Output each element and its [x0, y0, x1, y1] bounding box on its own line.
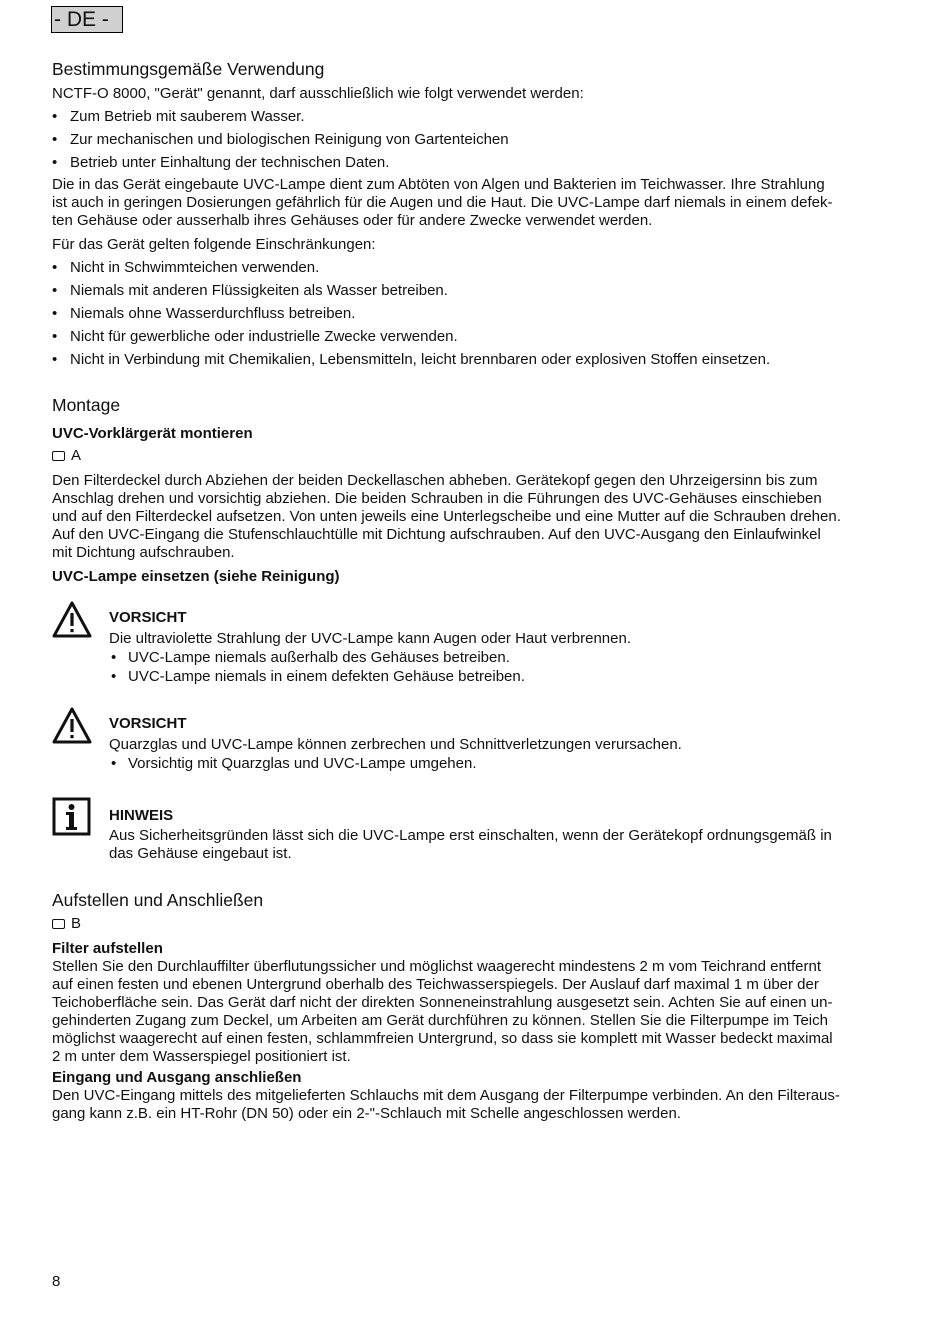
warning-triangle-icon — [52, 600, 92, 640]
section-heading-intended-use: Bestimmungsgemäße Verwendung — [52, 59, 325, 79]
figure-box-icon — [52, 451, 65, 461]
list-item: • Betrieb unter Einhaltung der technischen Daten. — [52, 154, 888, 172]
caution-list — [109, 648, 888, 686]
caution-text: Die ultraviolette Strahlung der UVC-Lampe kann Augen oder Haut verbrennen. — [109, 630, 631, 647]
restrictions-intro: Für das Gerät gelten folgende Einschränkungen: — [52, 236, 376, 253]
subheading-connect: Eingang und Ausgang anschließen — [52, 1069, 302, 1086]
hint-block — [52, 807, 888, 863]
intended-use-intro: NCTF-O 8000, "Gerät" genannt, darf ausschließlich wie folgt verwendet werden: — [52, 85, 584, 102]
caution-list — [109, 754, 888, 773]
subheading-mount-uvc: UVC-Vorklärgerät montieren — [52, 425, 253, 442]
page-content — [52, 58, 888, 1123]
text-line: gang kann z.B. ein HT-Rohr (DN 50) oder ein 2-"-Schlauch mit Schelle angeschlossen werden. — [52, 1105, 681, 1122]
text-line: auf einen festen und ebenen Untergrund oberhalb des Teichwasserspiegels. Der Auslauf darf maximal 1 m über der — [52, 976, 819, 993]
info-icon — [52, 797, 92, 837]
uses-list — [52, 108, 888, 172]
list-item: • Zur mechanischen und biologischen Reinigung von Gartenteichen — [52, 131, 888, 149]
caution-block — [52, 714, 888, 773]
text-line: Stellen Sie den Durchlauffilter überflutungssicher und möglichst waagerecht mindestens 2 m vom Teichrand entfernt — [52, 958, 822, 975]
text-line: und auf den Filterdeckel aufsetzen. Von unten jeweils eine Unterlegscheibe und eine Mutter auf die Schrauben drehen. — [52, 508, 841, 525]
caution-block — [52, 608, 888, 686]
list-item: • Nicht in Schwimmteichen verwenden. — [52, 259, 888, 277]
connect-text — [52, 1087, 888, 1123]
restrictions-list — [52, 259, 888, 369]
text-line: Die in das Gerät eingebaute UVC-Lampe dient zum Abtöten von Algen und Bakterien im Teichwasser. Ihre Strahlung — [52, 176, 825, 193]
list-item: • Nicht in Verbindung mit Chemikalien, Lebensmitteln, leicht brennbaren oder explosiven Stoffen einsetzen. — [52, 351, 888, 369]
section-heading-assembly: Montage — [52, 395, 121, 415]
text-line: Den UVC-Eingang mittels des mitgelieferten Schlauchs mit dem Ausgang der Filterpumpe verbinden. An den Filteraus- — [52, 1087, 840, 1104]
text-line: ten Gehäuse oder ausserhalb ihres Gehäuses oder für andere Zwecke verwendet werden. — [52, 212, 653, 229]
warning-triangle-icon — [52, 706, 92, 746]
figure-ref-label: A — [71, 447, 82, 464]
setup-text — [52, 958, 888, 1066]
list-item: • Niemals mit anderen Flüssigkeiten als Wasser betreiben. — [52, 282, 888, 300]
figure-box-icon — [52, 919, 65, 929]
caution-title: VORSICHT — [109, 609, 187, 626]
page-number: 8 — [52, 1273, 61, 1290]
uvc-description — [52, 176, 888, 230]
figure-reference-b — [52, 915, 888, 933]
section-heading-setup: Aufstellen und Anschließen — [52, 890, 264, 910]
text-line: Auf den UVC-Eingang die Stufenschlauchtülle mit Dichtung aufschrauben. Auf den UVC-Ausgang den Einlaufwinkel — [52, 526, 821, 543]
figure-ref-label: B — [71, 915, 82, 932]
text-line: Den Filterdeckel durch Abziehen der beiden Deckellaschen abheben. Gerätekopf gegen den Uhrzeigersinn bis zum — [52, 472, 818, 489]
caution-title: VORSICHT — [109, 715, 187, 732]
text-line: möglichst waagerecht auf einen festen, schlammfreien Untergrund, so dass sie komplett mit Wasser bedeckt maximal — [52, 1030, 833, 1047]
assembly-text — [52, 472, 888, 562]
text-line: Teichoberfläche sein. Das Gerät darf nicht der direkten Sonneneinstrahlung ausgesetzt sein. Achten Sie auf einen un- — [52, 994, 833, 1011]
text-line: Aus Sicherheitsgründen lässt sich die UVC-Lampe erst einschalten, wenn der Gerätekopf ordnungsgemäß in — [109, 827, 832, 844]
text-line: gehinderten Zugang zum Deckel, um Arbeiten am Gerät durchführen zu können. Stellen Sie die Filterpumpe im Teich — [52, 1012, 828, 1029]
list-item: • Niemals ohne Wasserdurchfluss betreiben. — [52, 305, 888, 323]
text-line: das Gehäuse eingebaut ist. — [109, 845, 292, 862]
list-item: • UVC-Lampe niemals außerhalb des Gehäuses betreiben. — [109, 648, 888, 667]
list-item: • Zum Betrieb mit sauberem Wasser. — [52, 108, 888, 126]
caution-text: Quarzglas und UVC-Lampe können zerbrechen und Schnittverletzungen verursachen. — [109, 736, 682, 753]
text-line: ist auch in geringen Dosierungen gefährlich für die Augen und die Haut. Die UVC-Lampe darf niemals in einem defek- — [52, 194, 833, 211]
subheading-insert-lamp: UVC-Lampe einsetzen (siehe Reinigung) — [52, 568, 340, 585]
figure-reference-a — [52, 447, 888, 465]
subheading-filter-setup: Filter aufstellen — [52, 940, 163, 957]
text-line: Anschlag drehen und vorsichtig abziehen. Die beiden Schrauben in die Führungen des UVC-Gehäuses einschieben — [52, 490, 822, 507]
list-item: • UVC-Lampe niemals in einem defekten Gehäuse betreiben. — [109, 667, 888, 686]
list-item: • Vorsichtig mit Quarzglas und UVC-Lampe umgehen. — [109, 754, 888, 773]
list-item: • Nicht für gewerbliche oder industrielle Zwecke verwenden. — [52, 328, 888, 346]
text-line: 2 m unter dem Wasserspiegel positioniert ist. — [52, 1048, 351, 1065]
language-tab: - DE - — [51, 6, 123, 33]
text-line: mit Dichtung aufschrauben. — [52, 544, 235, 561]
hint-title: HINWEIS — [109, 807, 174, 824]
